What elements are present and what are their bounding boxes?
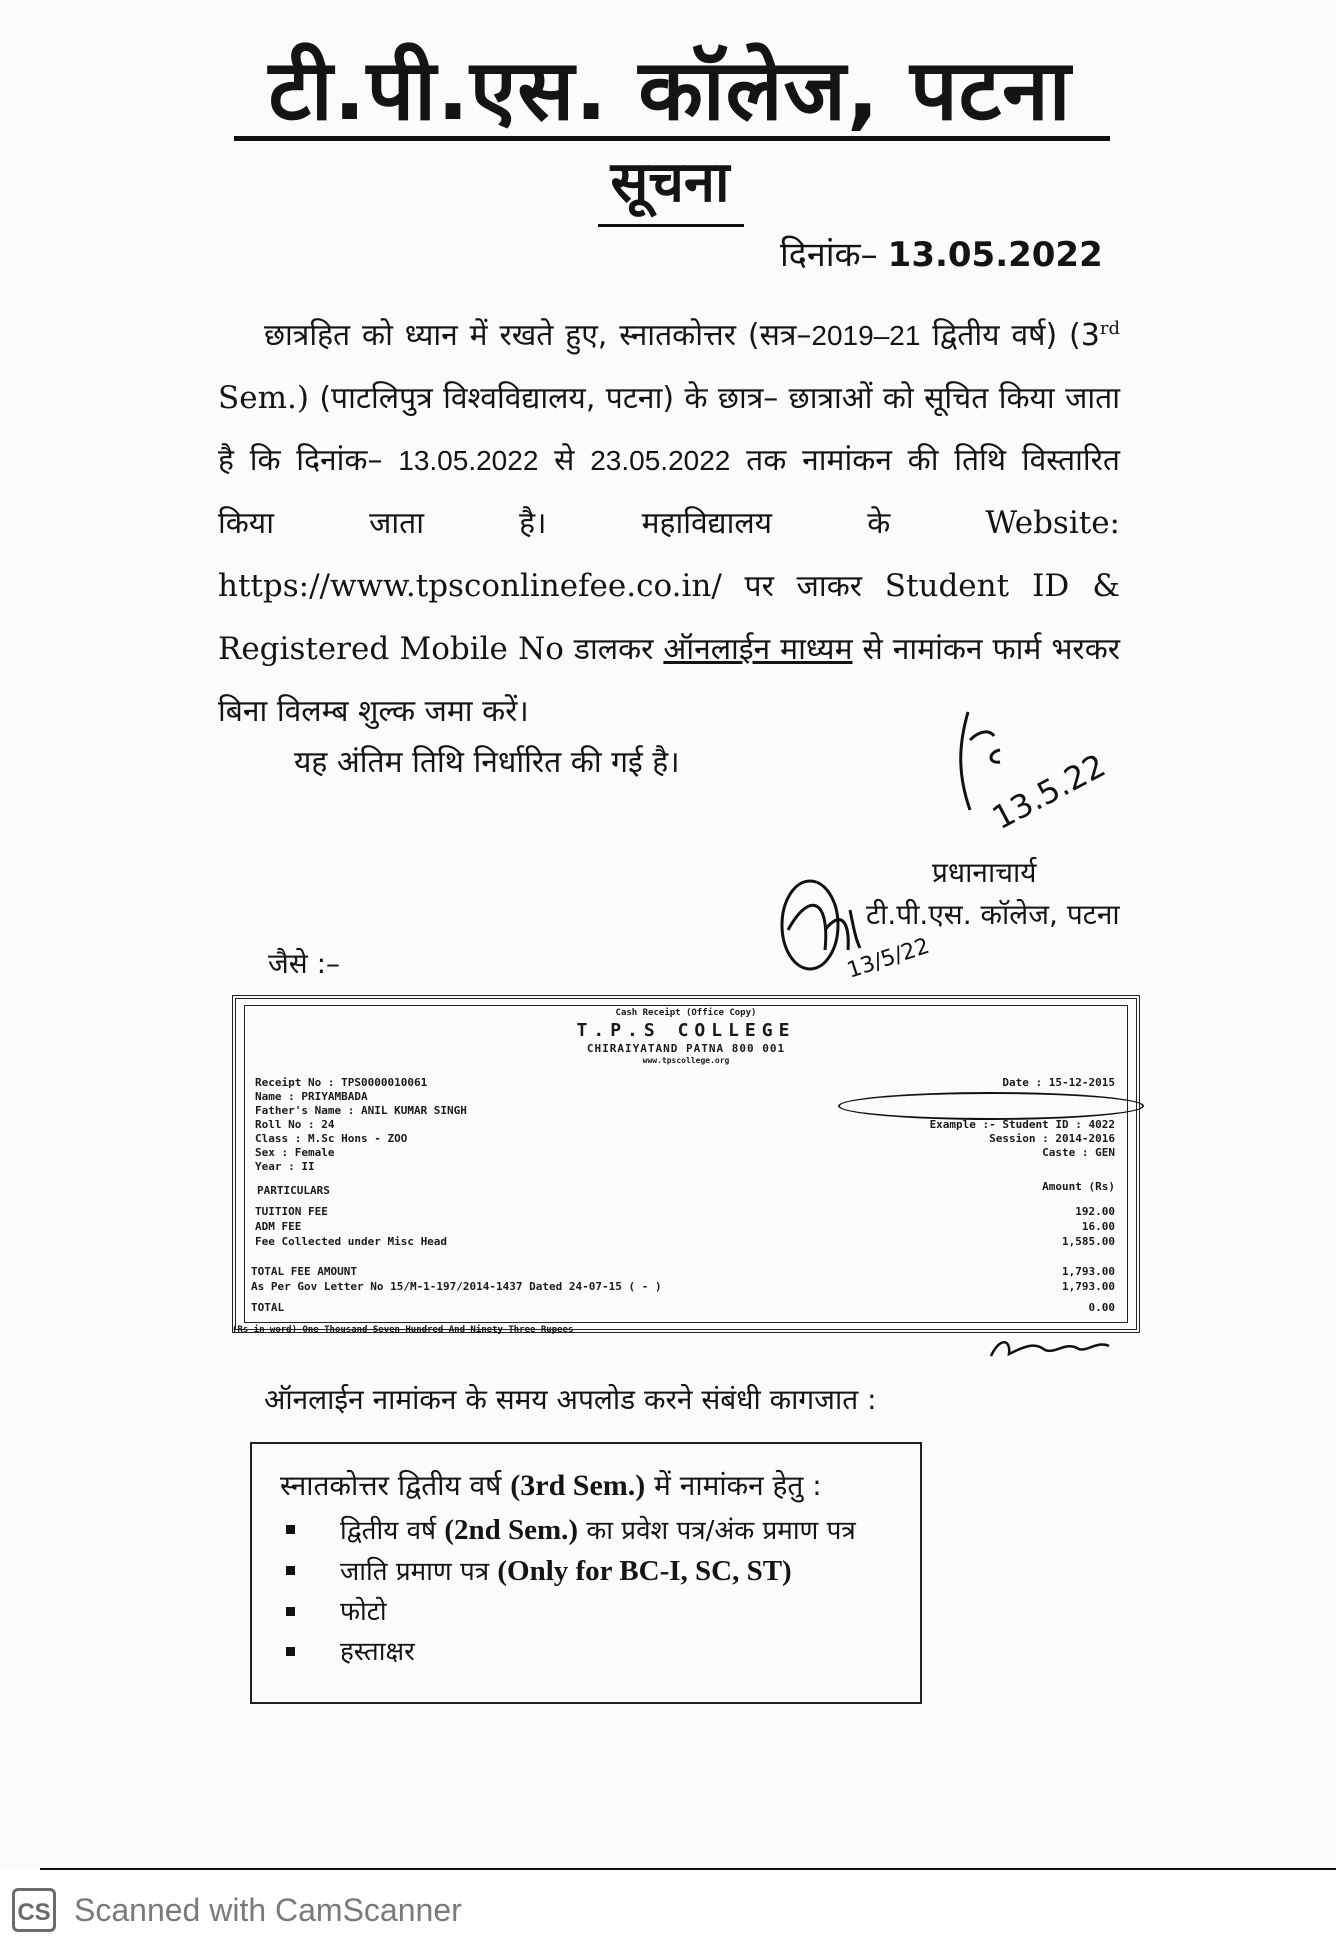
bullet-icon xyxy=(286,1566,295,1575)
list-item xyxy=(282,1551,856,1592)
bullet-icon xyxy=(286,1607,295,1616)
fee-amount: 16.00 xyxy=(1081,1220,1115,1233)
fee-amount: 192.00 xyxy=(1075,1205,1115,1218)
bullet-icon xyxy=(286,1647,295,1656)
cashier-signature xyxy=(985,1328,1125,1368)
receipt-caste: Caste : GEN xyxy=(1042,1146,1115,1159)
para-text: पर जाकर xyxy=(721,569,885,604)
item-semester: (2nd Sem.) xyxy=(444,1514,579,1546)
total-amount: 1,793.00 xyxy=(1062,1265,1115,1278)
para-text: (पाटलिपुत्र विश्वविद्यालय, पटना) के छात्र– छात्राओं को सूचित किया जाता है कि दिनांक– xyxy=(218,381,1120,478)
receipt-website: www.tpscollege.org xyxy=(642,1056,730,1065)
semester-label: Sem.) xyxy=(218,380,309,416)
documents-list xyxy=(282,1510,856,1672)
receipt-student-fields xyxy=(255,1076,467,1174)
documents-heading xyxy=(280,1466,822,1506)
camscanner-watermark: Scanned with CamScanner xyxy=(74,1892,462,1928)
receipt-field: Roll No : 24 xyxy=(255,1118,335,1131)
notice-title: सूचना xyxy=(610,150,730,215)
receipt-amount-in-words: (Rs in word) One Thousand Seven Hundred And Ninety Three Rupees xyxy=(232,1325,574,1335)
para-text: द्वितीय वर्ष) (3 xyxy=(920,318,1100,353)
total-label: TOTAL FEE AMOUNT xyxy=(251,1265,357,1278)
receipt-field: Receipt No : TPS0000010061 xyxy=(255,1076,428,1089)
para-text: से नामांकन फार्म भरकर बिना विलम्ब शुल्क जमा करें। xyxy=(218,632,1120,729)
para-text: से xyxy=(538,443,591,478)
receipt-field: Class : M.Sc Hons - ZOO xyxy=(255,1132,408,1145)
ordinal-suffix: rd xyxy=(1099,318,1120,339)
svg-text:13.5.22: 13.5.22 xyxy=(985,746,1112,838)
para-text: छात्रहित को ध्यान में रखते हुए, स्नातकोत्तर (सत्र– xyxy=(264,318,812,353)
notice-underline xyxy=(598,224,744,227)
receipt-address: CHIRAIYATAND PATNA 800 001 xyxy=(586,1042,786,1055)
session-years: 2019–21 xyxy=(811,320,921,351)
notice-paragraph xyxy=(218,298,1120,743)
svg-text:13/5/22: 13/5/22 xyxy=(844,933,933,984)
sample-receipt xyxy=(232,995,1140,1333)
receipt-total-labels xyxy=(251,1264,662,1315)
total-amount: 1,793.00 xyxy=(1062,1280,1115,1293)
required-documents-box xyxy=(250,1442,922,1704)
total-amount: 0.00 xyxy=(1088,1301,1115,1314)
item-text: का प्रवेश पत्र/अंक प्रमाण पत्र xyxy=(578,1516,856,1546)
online-mode-phrase: ऑनलाईन माध्यम xyxy=(663,632,853,667)
total-label: As Per Gov Letter No 15/M-1-197/2014-1437 Dated 24-07-15 ( - ) xyxy=(251,1280,662,1293)
fee-label: ADM FEE xyxy=(255,1220,302,1233)
principal-institution: टी.पी.एस. कॉलेज, पटना xyxy=(866,898,1120,931)
receipt-field: Name : PRIYAMBADA xyxy=(255,1090,368,1103)
item-note: (Only for BC-I, SC, ST) xyxy=(497,1555,792,1587)
heading-text: में नामांकन हेतु : xyxy=(645,1469,822,1502)
para-text: तक नामांकन की तिथि विस्तारित किया जाता है। महाविद्यालय के xyxy=(218,443,1120,541)
final-date-note: यह अंतिम तिथि निर्धारित की गई है। xyxy=(294,745,680,780)
camscanner-logo-icon: CS xyxy=(12,1888,56,1932)
fee-label: TUITION FEE xyxy=(255,1205,328,1218)
date-label: दिनांक– xyxy=(780,235,878,275)
date-value: 13.05.2022 xyxy=(887,235,1103,275)
fee-amount: 1,585.00 xyxy=(1062,1235,1115,1248)
para-text: डालकर xyxy=(563,632,664,667)
receipt-session: Session : 2014-2016 xyxy=(989,1132,1115,1145)
fee-label: Fee Collected under Misc Head xyxy=(255,1235,448,1248)
bullet-icon xyxy=(286,1525,295,1534)
signature-block xyxy=(866,852,1120,936)
receipt-amount-header: Amount (Rs) xyxy=(1042,1180,1115,1193)
heading-text: स्नातकोत्तर द्वितीय वर्ष xyxy=(280,1469,511,1502)
student-id-highlight-ellipse xyxy=(838,1092,1144,1120)
item-text: द्वितीय वर्ष xyxy=(340,1516,445,1546)
receipt-date: Date : 15-12-2015 xyxy=(1002,1076,1115,1089)
receipt-field: Father's Name : ANIL KUMAR SINGH xyxy=(255,1104,467,1117)
list-item xyxy=(282,1592,856,1632)
receipt-fee-labels xyxy=(255,1204,447,1249)
item-text: जाति प्रमाण पत्र xyxy=(340,1557,498,1587)
list-item xyxy=(282,1632,856,1672)
date-to: 23.05.2022 xyxy=(590,445,731,476)
receipt-field: Sex : Female xyxy=(255,1146,335,1159)
date-from: 13.05.2022 xyxy=(398,445,539,476)
principal-designation: प्रधानाचार्य xyxy=(932,856,1037,889)
receipt-particulars-header: PARTICULARS xyxy=(257,1184,330,1197)
receipt-field: Year : II xyxy=(255,1160,315,1173)
notice-date xyxy=(780,232,1103,278)
receipt-total-amounts xyxy=(1062,1264,1115,1315)
receipt-inner-border xyxy=(244,1005,1128,1323)
total-label: TOTAL xyxy=(251,1301,285,1314)
receipt-copy-label: Cash Receipt (Office Copy) xyxy=(615,1008,757,1018)
list-item xyxy=(282,1510,856,1551)
item-text: फोटो xyxy=(340,1597,387,1627)
heading-semester: (3rd Sem.) xyxy=(510,1469,646,1502)
college-title: टी.पी.एस. कॉलेज, पटना xyxy=(268,41,1072,139)
upload-documents-heading: ऑनलाईन नामांकन के समय अपलोड करने संबंधी कागजात : xyxy=(264,1383,877,1416)
receipt-fee-amounts xyxy=(1062,1204,1115,1249)
receipt-college-name: T.P.S COLLEGE xyxy=(576,1020,796,1041)
example-label: जैसे :– xyxy=(268,947,341,980)
student-id-phrase: Student ID & Registered Mobile No xyxy=(218,568,1120,667)
item-text: हस्ताक्षर xyxy=(340,1637,415,1667)
title-underline xyxy=(234,136,1110,141)
receipt-example-student-id: Example :- Student ID : 4022 xyxy=(929,1118,1115,1131)
website-link[interactable]: Website: https://www.tpsconlinefee.co.in/ xyxy=(218,505,1120,604)
handwritten-signature-date xyxy=(940,700,1140,850)
